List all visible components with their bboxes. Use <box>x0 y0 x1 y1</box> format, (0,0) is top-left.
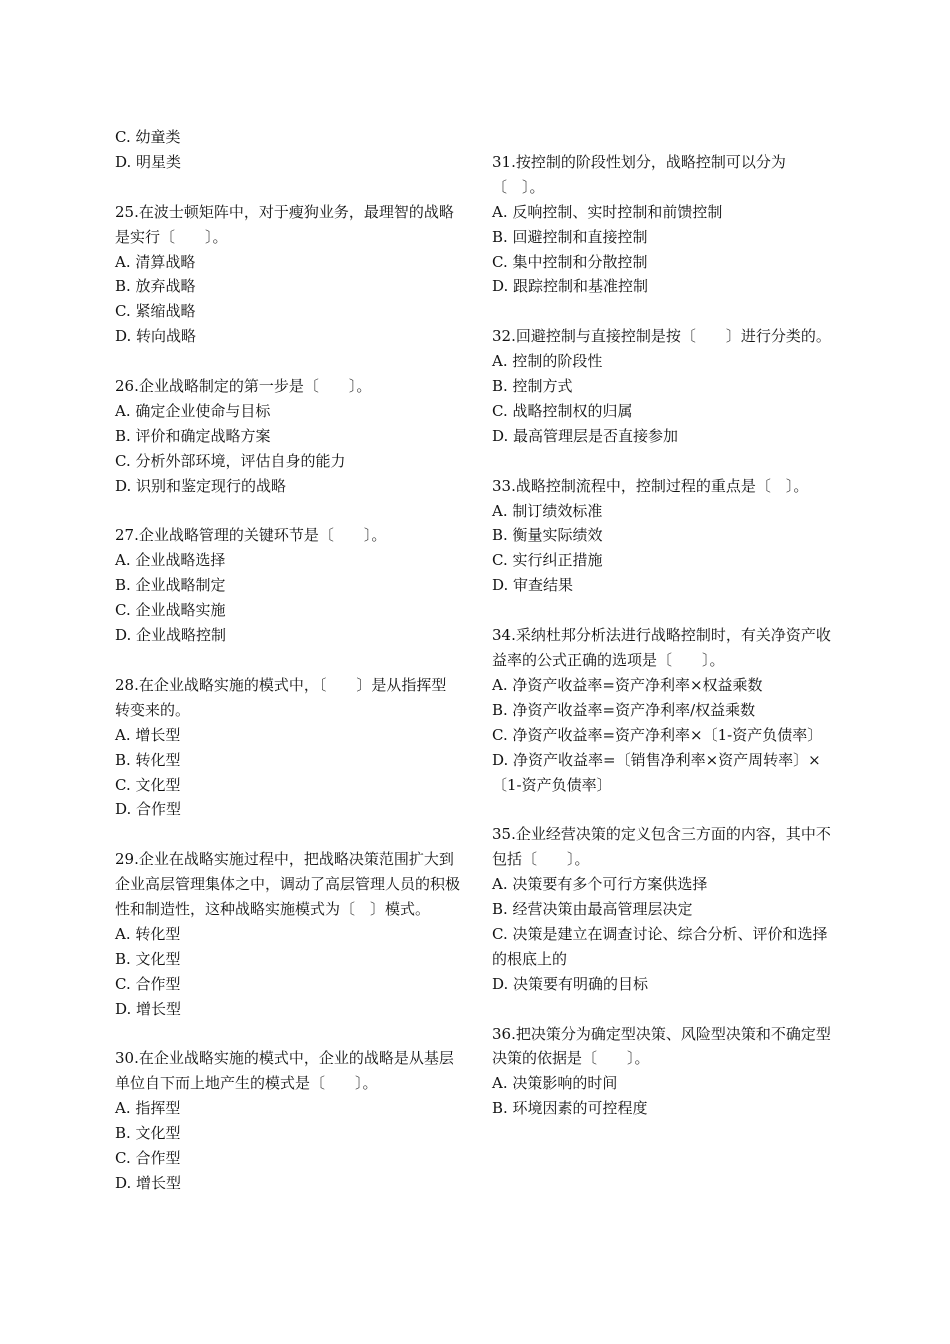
question-30 <box>115 1046 460 1195</box>
option: B. 转化型 <box>115 750 181 769</box>
option: C. 合作型 <box>115 974 181 993</box>
question-28 <box>115 673 460 822</box>
option: B. 企业战略制定 <box>115 576 226 595</box>
left-column <box>115 125 460 1221</box>
option: D. 增长型 <box>115 999 182 1018</box>
option: D. 决策要有明确的目标 <box>492 974 649 993</box>
option: A. 决策要有多个可行方案供选择 <box>492 875 708 894</box>
option: A. 转化型 <box>115 924 181 943</box>
option: B. 放弃战略 <box>115 277 196 296</box>
option: D. 识别和鉴定现行的战略 <box>115 476 287 495</box>
question-31 <box>492 150 837 299</box>
option: D. 明星类 <box>115 152 182 171</box>
question-29 <box>115 847 460 1021</box>
option: A. 净资产收益率=资产净利率×权益乘数 <box>492 675 763 694</box>
option: D. 转向战略 <box>115 327 197 346</box>
option: B. 回避控制和直接控制 <box>492 227 648 246</box>
question-stem: 26.企业战略制定的第一步是〔 〕。 <box>115 377 372 396</box>
option: B. 衡量实际绩效 <box>492 526 603 545</box>
question-36 <box>492 1022 837 1122</box>
question-stem: 33.战略控制流程中，控制过程的重点是〔 〕。 <box>492 476 809 495</box>
option: C. 文化型 <box>115 775 181 794</box>
option: A. 增长型 <box>115 725 181 744</box>
option: D. 合作型 <box>115 800 182 819</box>
option: D. 净资产收益率=〔销售净利率×资产周转率〕×〔1-资产负债率〕 <box>492 750 821 794</box>
right-column <box>492 125 837 1146</box>
option: C. 合作型 <box>115 1149 181 1168</box>
question-24-tail <box>115 125 460 175</box>
question-33 <box>492 474 837 599</box>
option: C. 企业战略实施 <box>115 601 226 620</box>
option: C. 集中控制和分散控制 <box>492 252 648 271</box>
question-stem: 29.企业在战略实施过程中，把战略决策范围扩大到企业高层管理集体之中，调动了高层管理人员的积极性和制造性，这种战略实施模式为〔 〕模式。 <box>115 850 461 919</box>
question-25 <box>115 200 460 349</box>
option: B. 环境因素的可控程度 <box>492 1099 648 1118</box>
question-35 <box>492 822 837 996</box>
question-27 <box>115 523 460 648</box>
option: C. 幼童类 <box>115 128 181 146</box>
question-stem: 31.按控制的阶段性划分，战略控制可以分为〔 〕。 <box>492 152 786 196</box>
option: C. 战略控制权的归属 <box>492 401 633 420</box>
option: C. 紧缩战略 <box>115 302 196 321</box>
question-stem: 36.把决策分为确定型决策、风险型决策和不确定型决策的依据是〔 〕。 <box>492 1024 831 1068</box>
option: A. 确定企业使命与目标 <box>115 401 271 420</box>
option: D. 增长型 <box>115 1173 182 1192</box>
option: B. 文化型 <box>115 1124 181 1143</box>
option: A. 决策影响的时间 <box>492 1074 618 1093</box>
question-26 <box>115 374 460 499</box>
column-spacer <box>492 125 837 150</box>
option: A. 制订绩效标准 <box>492 501 603 520</box>
option: D. 审查结果 <box>492 576 574 595</box>
option: D. 最高管理层是否直接参加 <box>492 426 679 445</box>
option: C. 净资产收益率=资产净利率×〔1-资产负债率〕 <box>492 725 823 744</box>
option: B. 净资产收益率=资产净利率/权益乘数 <box>492 700 756 719</box>
question-34 <box>492 623 837 797</box>
option: C. 实行纠正措施 <box>492 551 603 570</box>
option: A. 指挥型 <box>115 1099 181 1118</box>
question-stem: 30.在企业战略实施的模式中，企业的战略是从基层单位自下而上地产生的模式是〔 〕。 <box>115 1049 454 1093</box>
option: C. 分析外部环境，评估自身的能力 <box>115 451 346 470</box>
option: A. 清算战略 <box>115 252 196 271</box>
question-stem: 25.在波士顿矩阵中，对于瘦狗业务，最理智的战略是实行〔 〕。 <box>115 202 454 246</box>
option: B. 文化型 <box>115 949 181 968</box>
question-stem: 28.在企业战略实施的模式中，〔 〕是从指挥型转变来的。 <box>115 675 447 719</box>
question-32 <box>492 324 837 449</box>
question-stem: 27.企业战略管理的关键环节是〔 〕。 <box>115 526 387 545</box>
option: D. 跟踪控制和基准控制 <box>492 277 649 296</box>
question-stem: 35.企业经营决策的定义包含三方面的内容，其中不包括〔 〕。 <box>492 825 831 869</box>
question-stem: 34.采纳杜邦分析法进行战略控制时，有关净资产收益率的公式正确的选项是〔 〕。 <box>492 626 831 669</box>
option: C. 决策是建立在调查讨论、综合分析、评价和选择的根底上的 <box>492 924 828 968</box>
option: B. 经营决策由最高管理层决定 <box>492 900 693 919</box>
option: A. 控制的阶段性 <box>492 352 603 371</box>
option: B. 控制方式 <box>492 377 573 396</box>
option: A. 企业战略选择 <box>115 551 226 570</box>
option: B. 评价和确定战略方案 <box>115 426 271 445</box>
option: D. 企业战略控制 <box>115 626 227 645</box>
question-stem: 32.回避控制与直接控制是按〔 〕进行分类的。 <box>492 327 831 346</box>
option: A. 反响控制、实时控制和前馈控制 <box>492 202 723 221</box>
